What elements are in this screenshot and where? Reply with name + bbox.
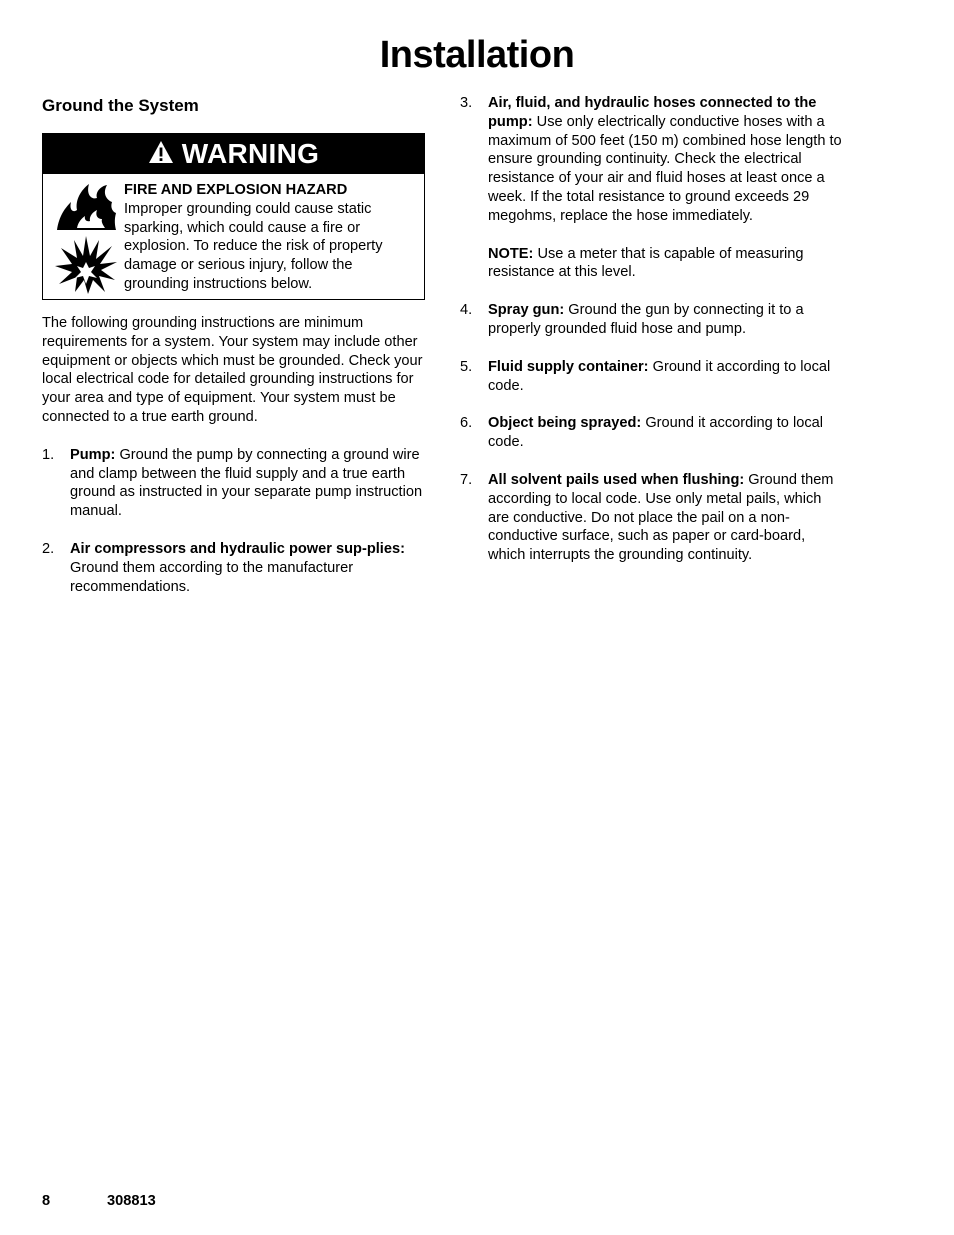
item-text: Ground them according to the manufacturer recommendations. bbox=[70, 559, 354, 595]
hazard-description: Improper grounding could cause static sparking, which could cause a fire or explosion. To reduce the risk of property damage or serious injury, follow the grounding instructions below. bbox=[124, 200, 383, 292]
list-item bbox=[460, 358, 845, 396]
instruction-list-left bbox=[42, 446, 426, 597]
item-label: Pump: bbox=[70, 446, 116, 463]
warning-body bbox=[43, 174, 424, 299]
list-item bbox=[460, 471, 845, 565]
list-item bbox=[460, 301, 845, 339]
item-number: 1. bbox=[42, 446, 55, 463]
list-item bbox=[42, 446, 426, 521]
item-label: Air compressors and hydraulic power sup-plies: bbox=[70, 540, 405, 557]
warning-label: WARNING bbox=[181, 138, 320, 169]
item-number: 2. bbox=[42, 540, 55, 557]
warning-box bbox=[42, 133, 425, 300]
intro-paragraph: The following grounding instructions are minimum requirements for a system. Your system may include other equipment or objects which must be grounded. Check your local electrical code for detailed grounding instructions for your area and type of equipment. Your system must be connected to a true earth ground. bbox=[42, 315, 423, 425]
right-column bbox=[460, 94, 845, 584]
section-heading: Ground the System bbox=[42, 96, 199, 115]
item-label: Air, fluid, and hydraulic hoses connected to the pump: bbox=[488, 95, 817, 130]
item-number: 5. bbox=[460, 358, 473, 375]
fire-icon bbox=[55, 182, 117, 232]
item-number: 7. bbox=[460, 471, 473, 488]
note-text: Use a meter that is capable of measuring resistance at this level. bbox=[488, 245, 804, 281]
item-label: Spray gun: bbox=[488, 302, 565, 319]
item-text: Ground the pump by connecting a ground wire and clamp between the fluid supply and a true earth ground as instructed in your separate pump instruction manual. bbox=[70, 446, 423, 520]
left-column bbox=[42, 94, 426, 615]
item-label: Object being sprayed: bbox=[488, 415, 642, 432]
hazard-symbols bbox=[47, 180, 124, 294]
item-text: Ground them according to local code. Use only metal pails, which are conductive. Do not place the pail on a non-conductive surface, such as paper or card-board, which interrupts the grounding continuity. bbox=[488, 471, 834, 564]
page-footer bbox=[42, 1193, 156, 1209]
note-label: NOTE: bbox=[488, 245, 534, 262]
item-number: 4. bbox=[460, 302, 473, 319]
list-item bbox=[42, 540, 426, 596]
page-title: Installation bbox=[379, 34, 575, 76]
item-number: 6. bbox=[460, 415, 473, 432]
warning-triangle-icon bbox=[148, 140, 174, 169]
item-text: Ground the gun by connecting it to a properly grounded fluid hose and pump. bbox=[488, 302, 804, 337]
document-number: 308813 bbox=[107, 1193, 156, 1209]
instruction-list-right bbox=[460, 94, 845, 565]
warning-header bbox=[43, 134, 424, 174]
note bbox=[488, 245, 845, 283]
item-text: Ground it according to local code. bbox=[488, 358, 831, 394]
list-item bbox=[460, 414, 845, 452]
item-text: Ground it according to local code. bbox=[488, 415, 823, 451]
warning-text bbox=[124, 180, 416, 294]
item-number: 3. bbox=[460, 95, 473, 111]
hazard-title: FIRE AND EXPLOSION HAZARD bbox=[124, 182, 348, 198]
item-label: Fluid supply container: bbox=[488, 358, 649, 375]
list-item bbox=[460, 94, 845, 282]
item-text: Use only electrically conductive hoses with a maximum of 500 feet (150 m) combined hose length to ensure grounding continuity. Check the electrical resistance of your air and fluid hoses at least once a week. If the total resistance to ground exceeds 29 megohms, replace the hose immediately. bbox=[488, 113, 842, 224]
page-number: 8 bbox=[42, 1193, 51, 1209]
item-label: All solvent pails used when flushing: bbox=[488, 471, 745, 488]
explosion-icon bbox=[55, 236, 117, 294]
